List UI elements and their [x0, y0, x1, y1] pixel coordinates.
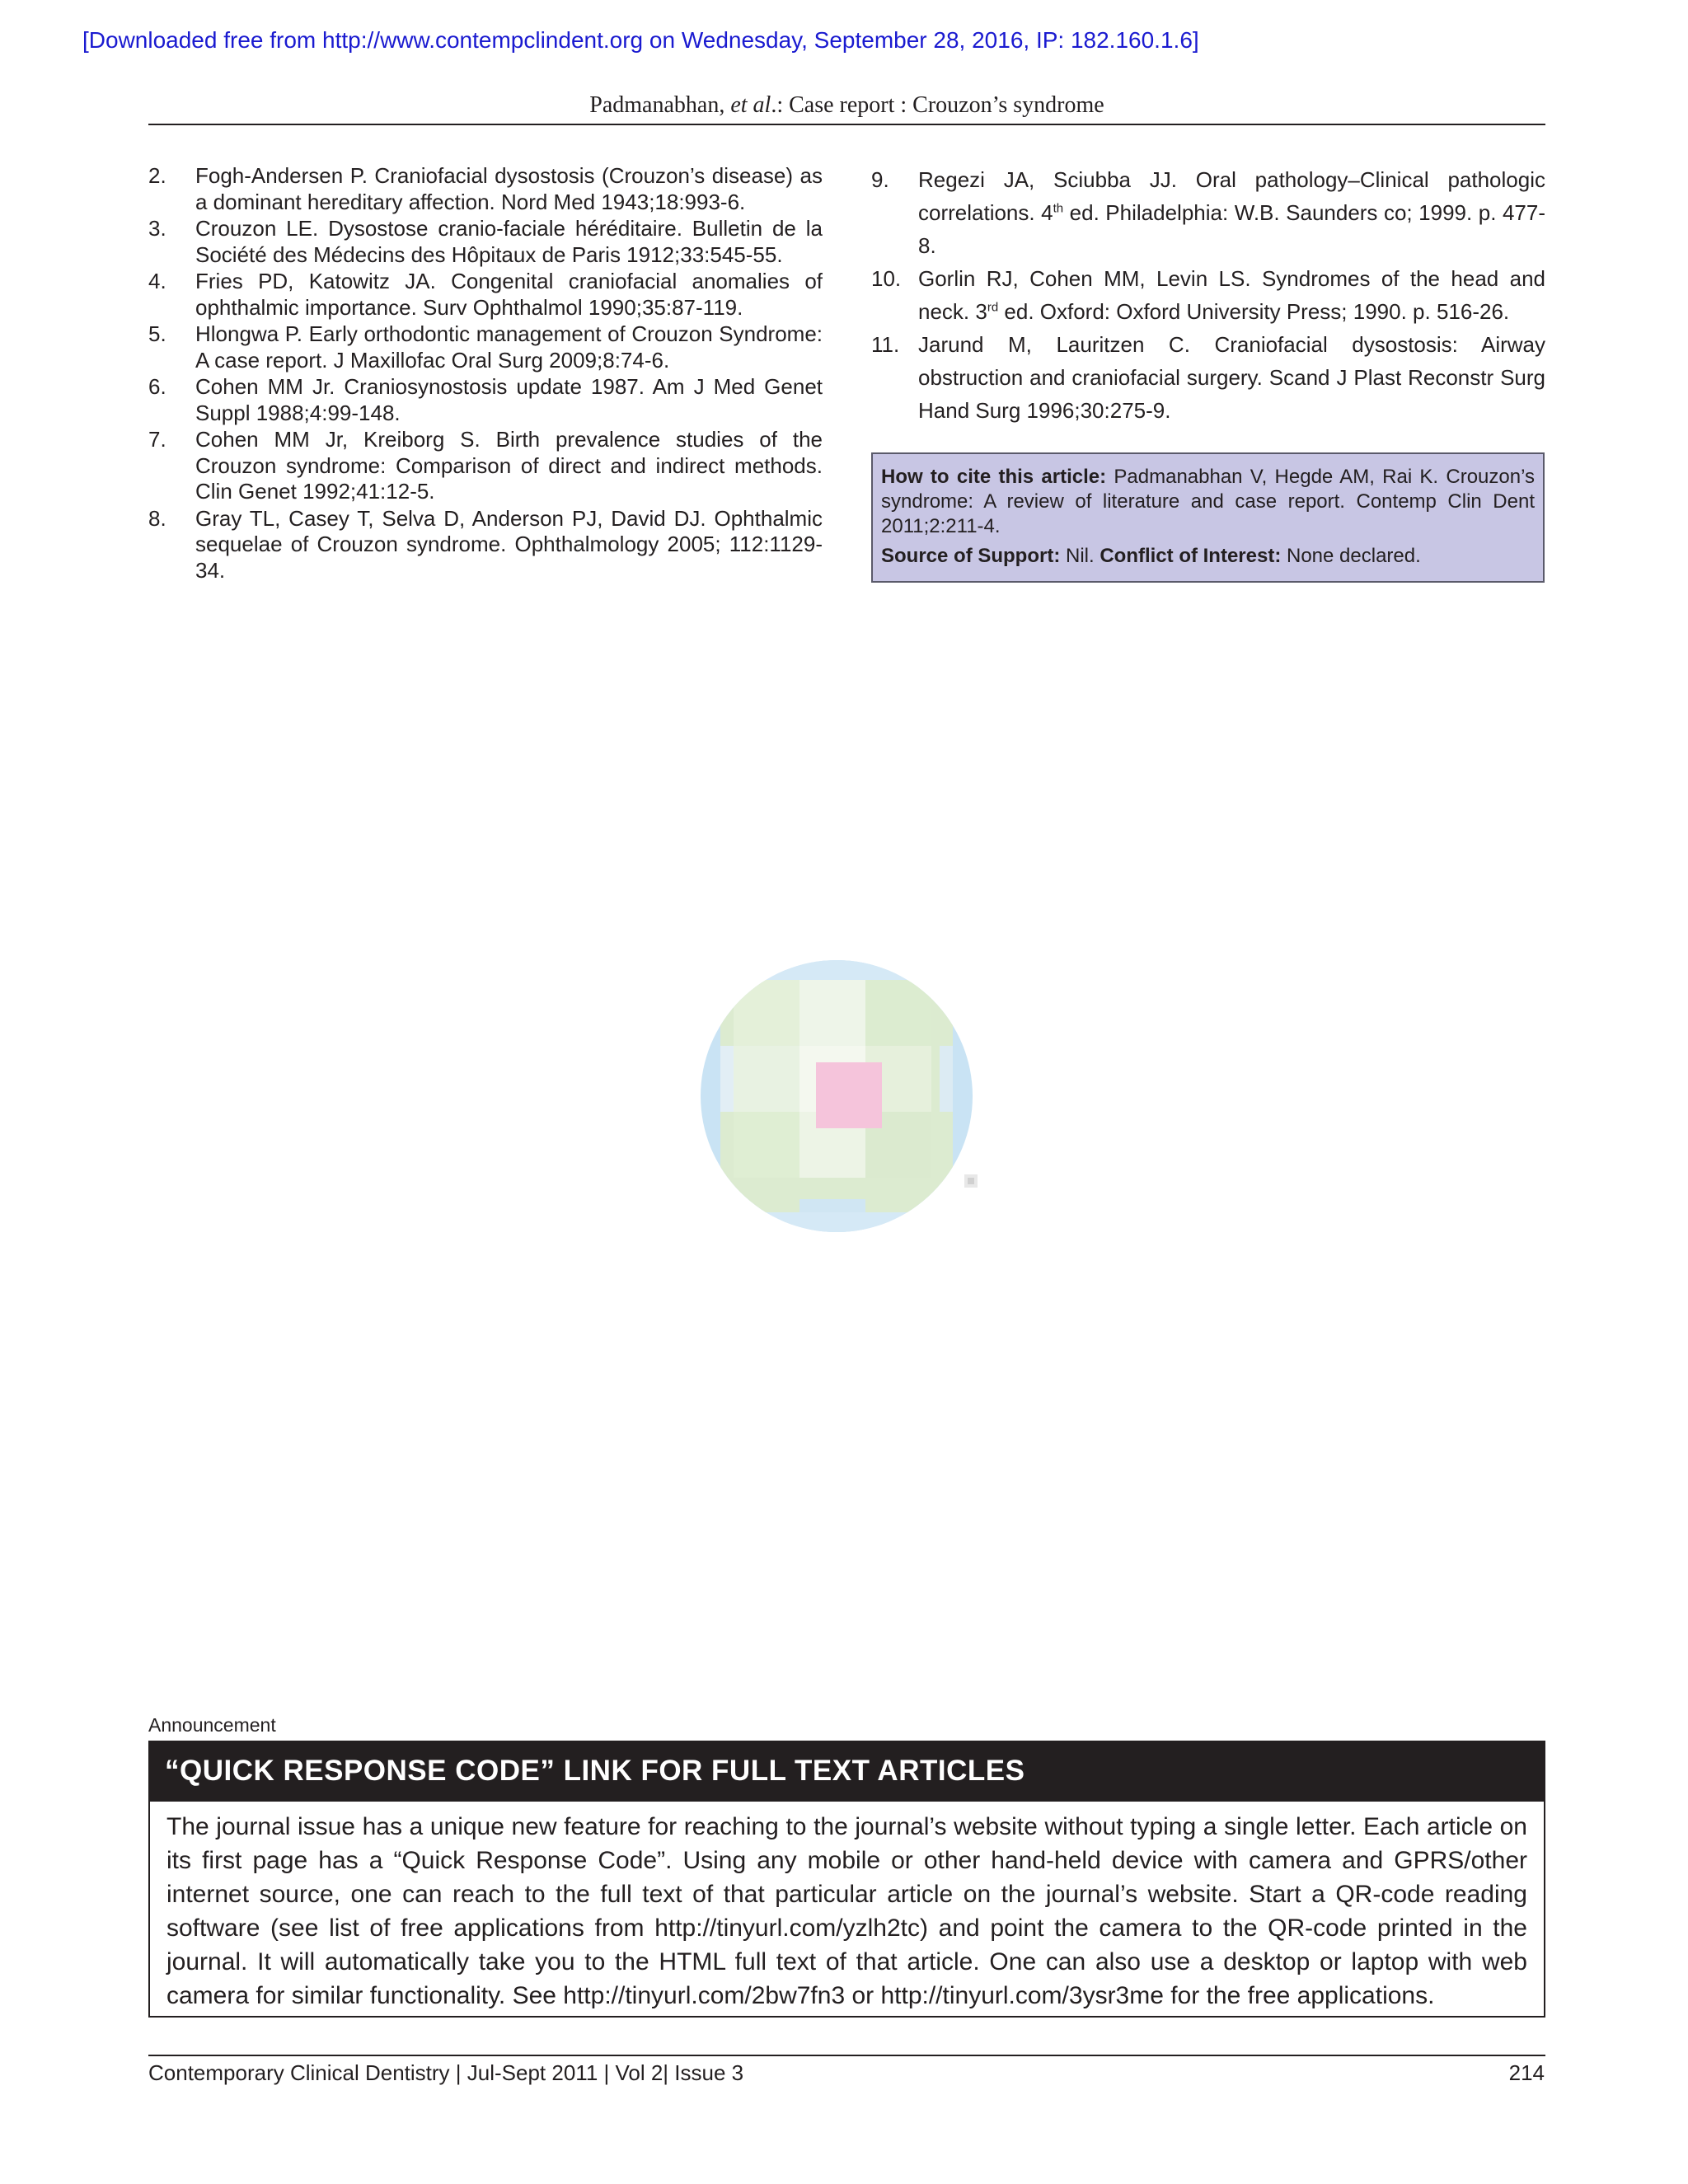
reference-item — [148, 374, 823, 426]
header-rule — [148, 124, 1545, 125]
footer-journal-info: Contemporary Clinical Dentistry | Jul-Sept 2011 | Vol 2| Issue 3 — [148, 2060, 744, 2085]
reference-number: 4. — [148, 269, 166, 293]
cite-label: How to cite this article: — [881, 466, 1107, 488]
reference-text: Cohen MM Jr, Kreiborg S. Birth prevalence studies of the Crouzon syndrome: Comparison of direct and indirect methods. Clin Genet 1992;41:12-5. — [195, 427, 823, 504]
reference-number: 10. — [871, 266, 902, 291]
reference-item — [148, 506, 823, 584]
pixelated-circle-logo-icon — [701, 960, 989, 1249]
reference-text: Gray TL, Casey T, Selva D, Anderson PJ, David DJ. Ophthalmic sequelae of Crouzon syndrome. Ophthalmology 2005; 112:1129-34. — [195, 505, 823, 583]
announcement-label: Announcement — [148, 1714, 276, 1736]
reference-number: 2. — [148, 163, 166, 188]
how-to-cite-box — [871, 452, 1545, 583]
pixelated-logo-graphic — [701, 960, 989, 1249]
reference-text: Cohen MM Jr. Craniosynostosis update 1987. Am J Med Genet Suppl 1988;4:99-148. — [195, 374, 823, 425]
reference-text-continued: ed. Oxford: Oxford University Press; 1990. p. 516-26. — [998, 299, 1510, 324]
page-number: 214 — [1508, 2060, 1545, 2085]
download-banner[interactable]: [Downloaded free from http://www.contempclindent.org on Wednesday, September 28, 2016, IP: 182.160.1.6] — [82, 27, 1199, 53]
reference-text: Crouzon LE. Dysostose cranio-faciale héréditaire. Bulletin de la Société des Médecins des Hôpitaux de Paris 1912;33:545-55. — [195, 216, 823, 267]
cite-text: Padmanabhan V, Hegde AM, Rai K. Crouzon’s syndrome: A review of literature and case report. Contemp Clin Dent 2011;2:211-4. — [881, 466, 1535, 537]
reference-number: 9. — [871, 167, 889, 192]
reference-list-left — [148, 163, 823, 583]
running-head-etal: et al — [730, 92, 771, 118]
reference-list-right — [871, 163, 1545, 427]
reference-item — [148, 427, 823, 505]
reference-item — [148, 321, 823, 373]
reference-text: Hlongwa P. Early orthodontic management of Crouzon Syndrome: A case report. J Maxillofac Oral Surg 2009;8:74-6. — [195, 321, 823, 373]
support-text: Nil. — [1060, 545, 1100, 567]
reference-text: Regezi JA, Sciubba JJ. Oral pathology–Clinical pathologic correlations. 4 — [918, 167, 1545, 225]
running-head-author: Padmanabhan, — [589, 92, 731, 118]
running-head — [148, 92, 1545, 119]
reference-text-continued: ed. Philadelphia: W.B. Saunders co; 1999. p. 477-8. — [918, 200, 1545, 258]
support-paragraph — [881, 544, 1535, 569]
reference-item — [148, 216, 823, 268]
reference-number: 6. — [148, 374, 166, 399]
reference-number: 7. — [148, 427, 166, 452]
conflict-text: None declared. — [1281, 545, 1421, 567]
reference-text: Fries PD, Katowitz JA. Congenital craniofacial anomalies of ophthalmic importance. Surv Ophthalmol 1990;35:87-119. — [195, 269, 823, 320]
announcement-title: “QUICK RESPONSE CODE” LINK FOR FULL TEXT ARTICLES — [148, 1741, 1545, 1802]
reference-superscript: rd — [987, 300, 999, 315]
reference-item — [871, 328, 1545, 427]
reference-text: Jarund M, Lauritzen C. Craniofacial dysostosis: Airway obstruction and craniofacial surgery. Scand J Plast Reconstr Surg Hand Surg 1996;30:275-9. — [918, 332, 1545, 423]
reference-number: 5. — [148, 321, 166, 346]
cite-paragraph — [881, 465, 1535, 539]
announcement-body: The journal issue has a unique new feature for reaching to the journal’s website without typing a single letter. Each article on its first page has a “Quick Response Code”. Using any mobile or other hand-held device with camera and GPRS/other internet source, one can reach to the full text of that particular article on the journal’s website. Start a QR-code reading software (see list of free applications from http://tinyurl.com/yzlh2tc) and point the camera to the QR-code printed in the journal. It will automatically take you to the HTML full text of that article. One can also use a desktop or laptop with web camera for similar functionality. See http://tinyurl.com/2bw7fn3 or http://tinyurl.com/3ysr3me for the free applications. — [148, 1802, 1545, 2018]
reference-item — [148, 269, 823, 321]
references-right-column — [871, 163, 1545, 427]
reference-item — [148, 163, 823, 215]
reference-number: 11. — [871, 332, 900, 357]
reference-number: 8. — [148, 505, 166, 531]
reference-text: Gorlin RJ, Cohen MM, Levin LS. Syndromes of the head and neck. 3 — [918, 266, 1545, 324]
footer-rule — [148, 2055, 1545, 2056]
reference-item — [871, 163, 1545, 262]
conflict-label: Conflict of Interest: — [1100, 545, 1282, 567]
support-label: Source of Support: — [881, 545, 1061, 567]
references-left-column — [148, 163, 823, 584]
reference-superscript: th — [1053, 201, 1064, 216]
running-head-title: .: Case report : Crouzon’s syndrome — [771, 92, 1104, 118]
reference-number: 3. — [148, 216, 166, 241]
reference-text: Fogh-Andersen P. Craniofacial dysostosis (Crouzon’s disease) as a dominant hereditary affection. Nord Med 1943;18:993-6. — [195, 163, 823, 214]
reference-item — [871, 262, 1545, 328]
